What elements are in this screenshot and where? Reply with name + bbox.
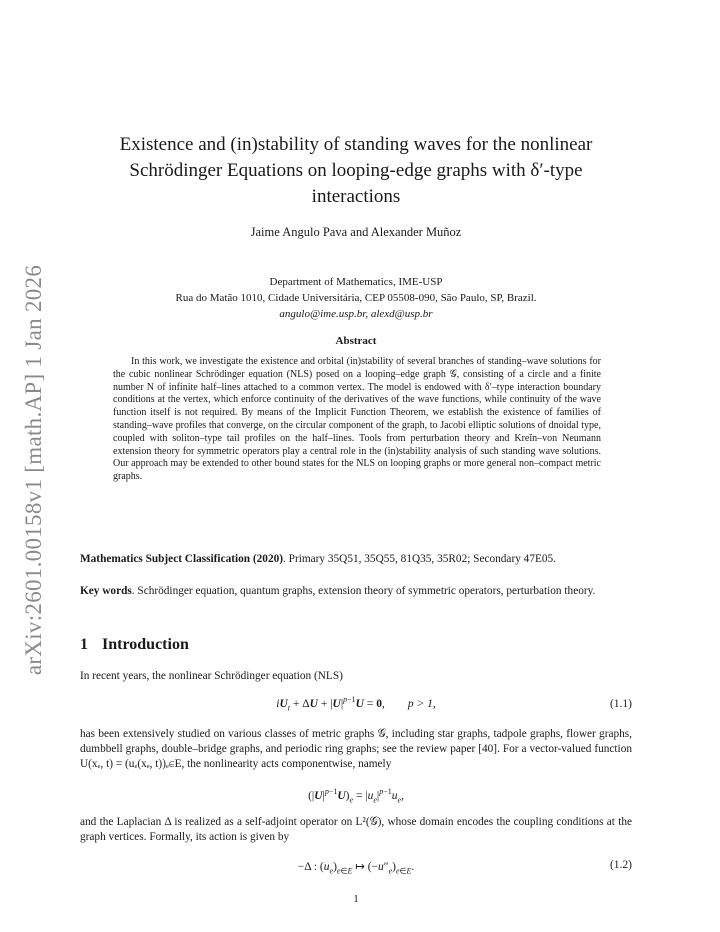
- arxiv-stamp: [16, 260, 52, 680]
- affiliation: [80, 274, 632, 322]
- eq-condition: p > 1,: [407, 698, 436, 710]
- department: Department of Mathematics, IME-USP: [269, 276, 443, 288]
- laplacian-action: −Δ : $(u_e)_{e\in E}$ ↦ $(-u''_e)_{e\in E}$.: [297, 861, 415, 876]
- keywords-text: . Schrödinger equation, quantum graphs, extension theory of symmetric operators, perturbation theory.: [131, 585, 596, 597]
- keywords: [80, 584, 632, 599]
- abstract-heading: Abstract: [335, 335, 377, 347]
- author-emails: angulo@ime.usp.br, alexd@usp.br: [279, 308, 433, 320]
- title-line-2: Schrödinger Equations on looping-edge graphs with δ′-type: [129, 160, 583, 181]
- title-line-3: interactions: [311, 186, 401, 207]
- equation-label: (1.2): [609, 859, 632, 871]
- equation-1-1: [80, 695, 632, 716]
- intro-paragraph-2: has been extensively studied on various classes of metric graphs 𝒢, including star graphs, tadpole graphs, flower graphs, dumbbell graphs, double–bridge graphs, and periodic ring graphs; see the review paper [40]. For a vector-valued function U(xₑ, t) = (uₑ(xₑ, t))ₑ∈E, the nonlinearity acts componentwise, namely: [80, 728, 632, 770]
- keywords-label: Key words: [80, 585, 132, 597]
- section-heading: [80, 636, 189, 654]
- msc-classification: [80, 552, 632, 567]
- nonlinearity-equation: [80, 787, 632, 808]
- msc-label: Mathematics Subject Classification (2020): [80, 553, 284, 565]
- equation-1-2: [80, 859, 632, 877]
- equation-label: (1.1): [609, 698, 632, 710]
- msc-text: . Primary 35Q51, 35Q55, 81Q35, 35R02; Secondary 47E05.: [283, 553, 556, 565]
- abstract-body: In this work, we investigate the existence and orbital (in)stability of several branches of standing–wave solutions for the cubic nonlinear Schrödinger equation (NLS) posed on a looping–edge graph 𝒢, consisting of a circle and a finite number N of infinite half–lines attached to a common vertex. The model is endowed with δ′–type interaction boundary conditions at the vertex, which enforce continuity of the derivatives of the wave functions, while continuity of the wave function itself is not required. By means of the Implicit Function Theorem, we establish the existence of families of standing–wave profiles that converge, on the circular component of the graph, to Jacobi elliptic solutions of dnoidal type, coupled with soliton–type tail profiles on the half–lines. Tools from perturbation theory and Kreĭn–von Neumann extension theory for symmetric operators play a central role in the (in)stability analysis of such standing wave solutions. Our approach may be extended to other bound states for the NLS on looping graphs or more general non–compact metric graphs.: [113, 356, 601, 483]
- page-number: 1: [353, 893, 359, 905]
- arxiv-identifier: arXiv:2601.00158v1 [math.AP] 1 Jan 2026: [21, 264, 47, 676]
- title-line-1: Existence and (in)stability of standing waves for the nonlinear: [119, 134, 593, 155]
- componentwise-formula: $(|U|^{p-1}U)_e = |u_e|^{p-1}u_e$,: [308, 787, 404, 805]
- paper-title: [80, 132, 632, 210]
- section-title: Introduction: [102, 636, 189, 653]
- authors: Jaime Angulo Pava and Alexander Muñoz: [250, 225, 462, 239]
- nls-equation: $iU_t + \Delta U + |U|^{p-1}U = 0$, p > 1,: [276, 695, 436, 713]
- intro-paragraph-1: In recent years, the nonlinear Schrödinger equation (NLS): [80, 670, 343, 682]
- section-number: 1: [80, 636, 88, 653]
- intro-paragraph-3: and the Laplacian Δ is realized as a self-adjoint operator on L²(𝒢), whose domain encodes the coupling conditions at the graph vertices. Formally, its action is given by: [80, 816, 632, 843]
- address: Rua do Matão 1010, Cidade Universitária, CEP 05508-090, São Paulo, SP, Brazil.: [175, 292, 537, 304]
